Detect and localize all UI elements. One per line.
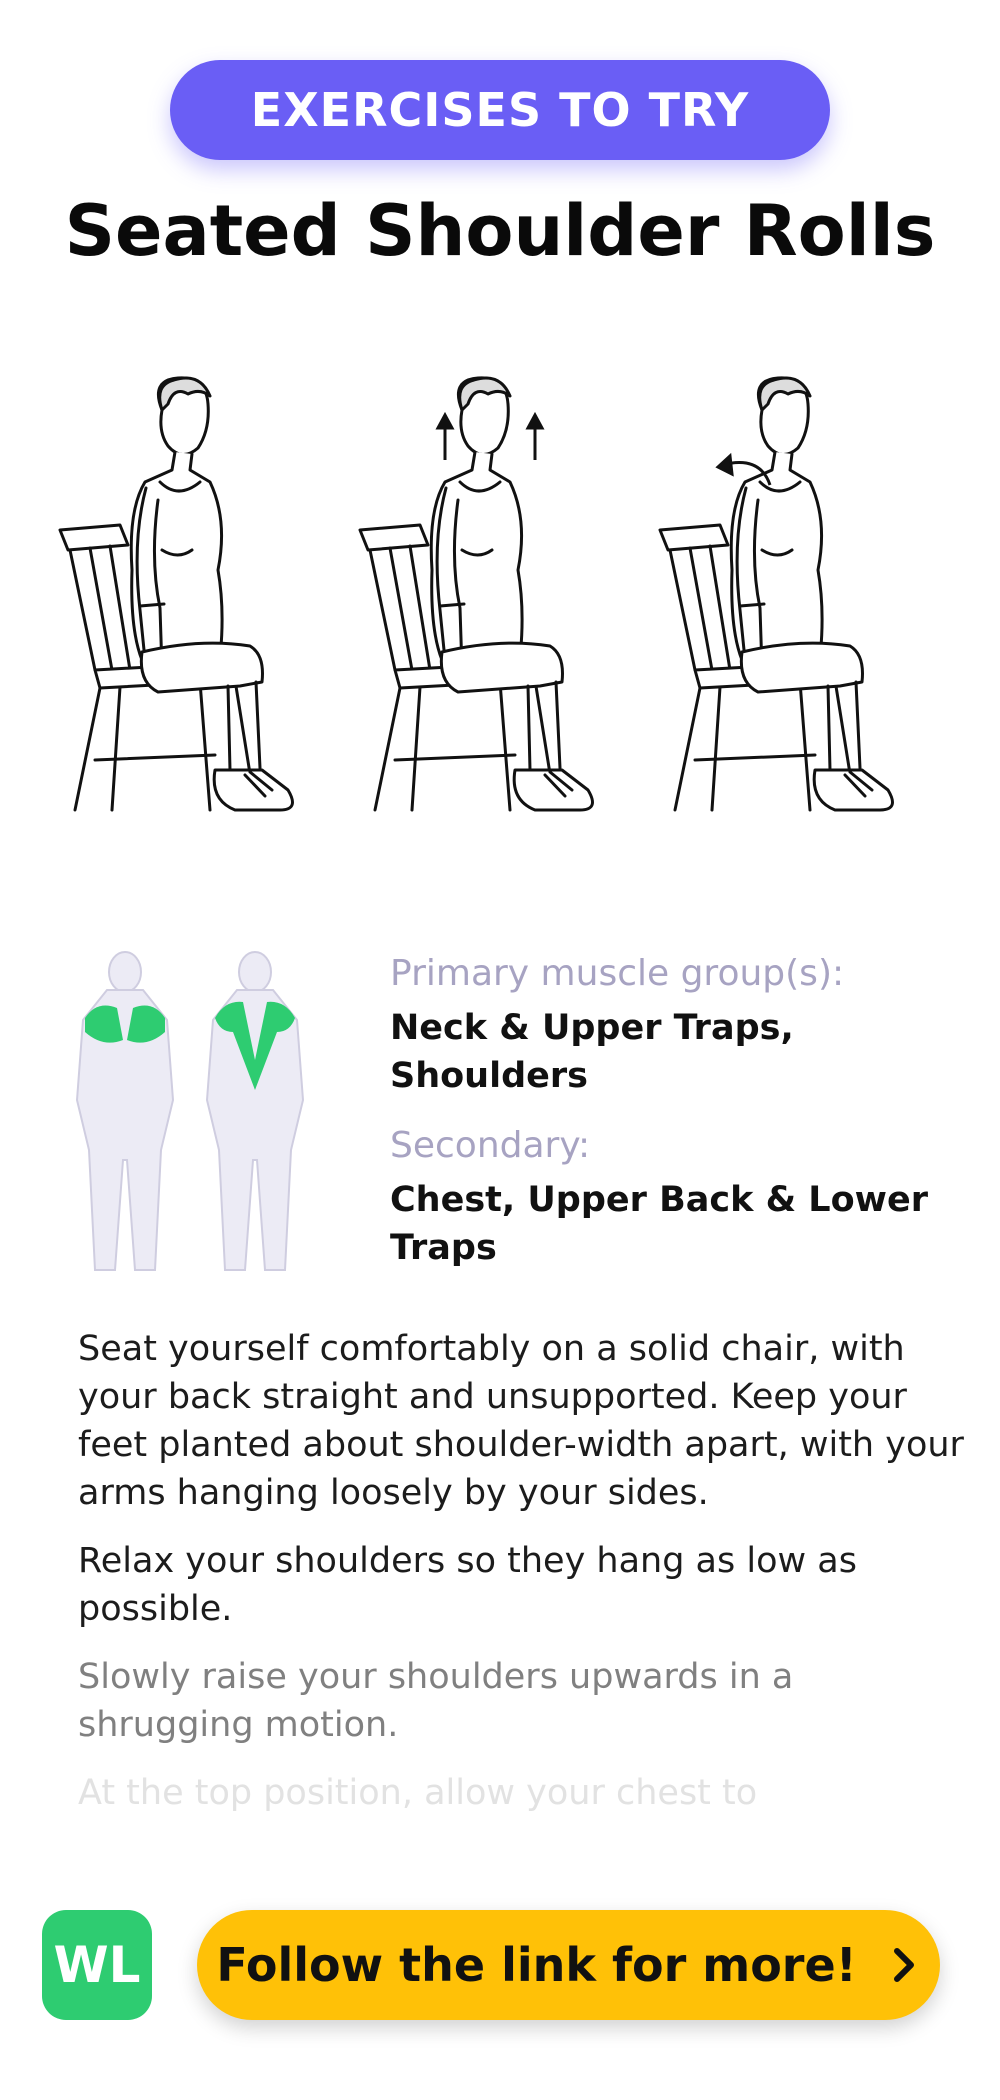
instruction-step: Slowly raise your shoulders upwards in a shrugging motion. (78, 1657, 794, 1745)
exercise-illustration (50, 370, 950, 850)
follow-link-button[interactable] (197, 1910, 940, 2020)
wl-logo[interactable] (42, 1910, 152, 2020)
primary-muscle-value: Neck & Upper Traps, Shoulders (390, 1008, 794, 1096)
instructions (78, 1325, 968, 1837)
cta-label: Follow the link for more! (216, 1938, 857, 1992)
muscle-map (55, 950, 335, 1280)
secondary-muscle-label: Secondary: (390, 1125, 591, 1166)
badge-label: EXERCISES TO TRY (250, 83, 750, 137)
chevron-right-icon (887, 1945, 921, 1985)
exercise-title: Seated Shoulder Rolls (64, 190, 936, 272)
instruction-step: Seat yourself comfortably on a solid chair, with your back straight and unsupported. Keep your feet planted about shoulder-width apart, with your arms hanging loosely by your sides. (78, 1329, 964, 1513)
secondary-muscle-value: Chest, Upper Back & Lower Traps (390, 1180, 928, 1268)
body-back (207, 952, 303, 1270)
body-front (77, 952, 173, 1270)
exercises-badge (170, 60, 830, 160)
primary-muscle-label: Primary muscle group(s): (390, 953, 845, 994)
instruction-step: Relax your shoulders so they hang as low as possible. (78, 1541, 857, 1629)
muscle-info (390, 950, 950, 1272)
logo-text: WL (53, 1936, 141, 1994)
instruction-step: At the top position, allow your chest to (78, 1773, 758, 1813)
